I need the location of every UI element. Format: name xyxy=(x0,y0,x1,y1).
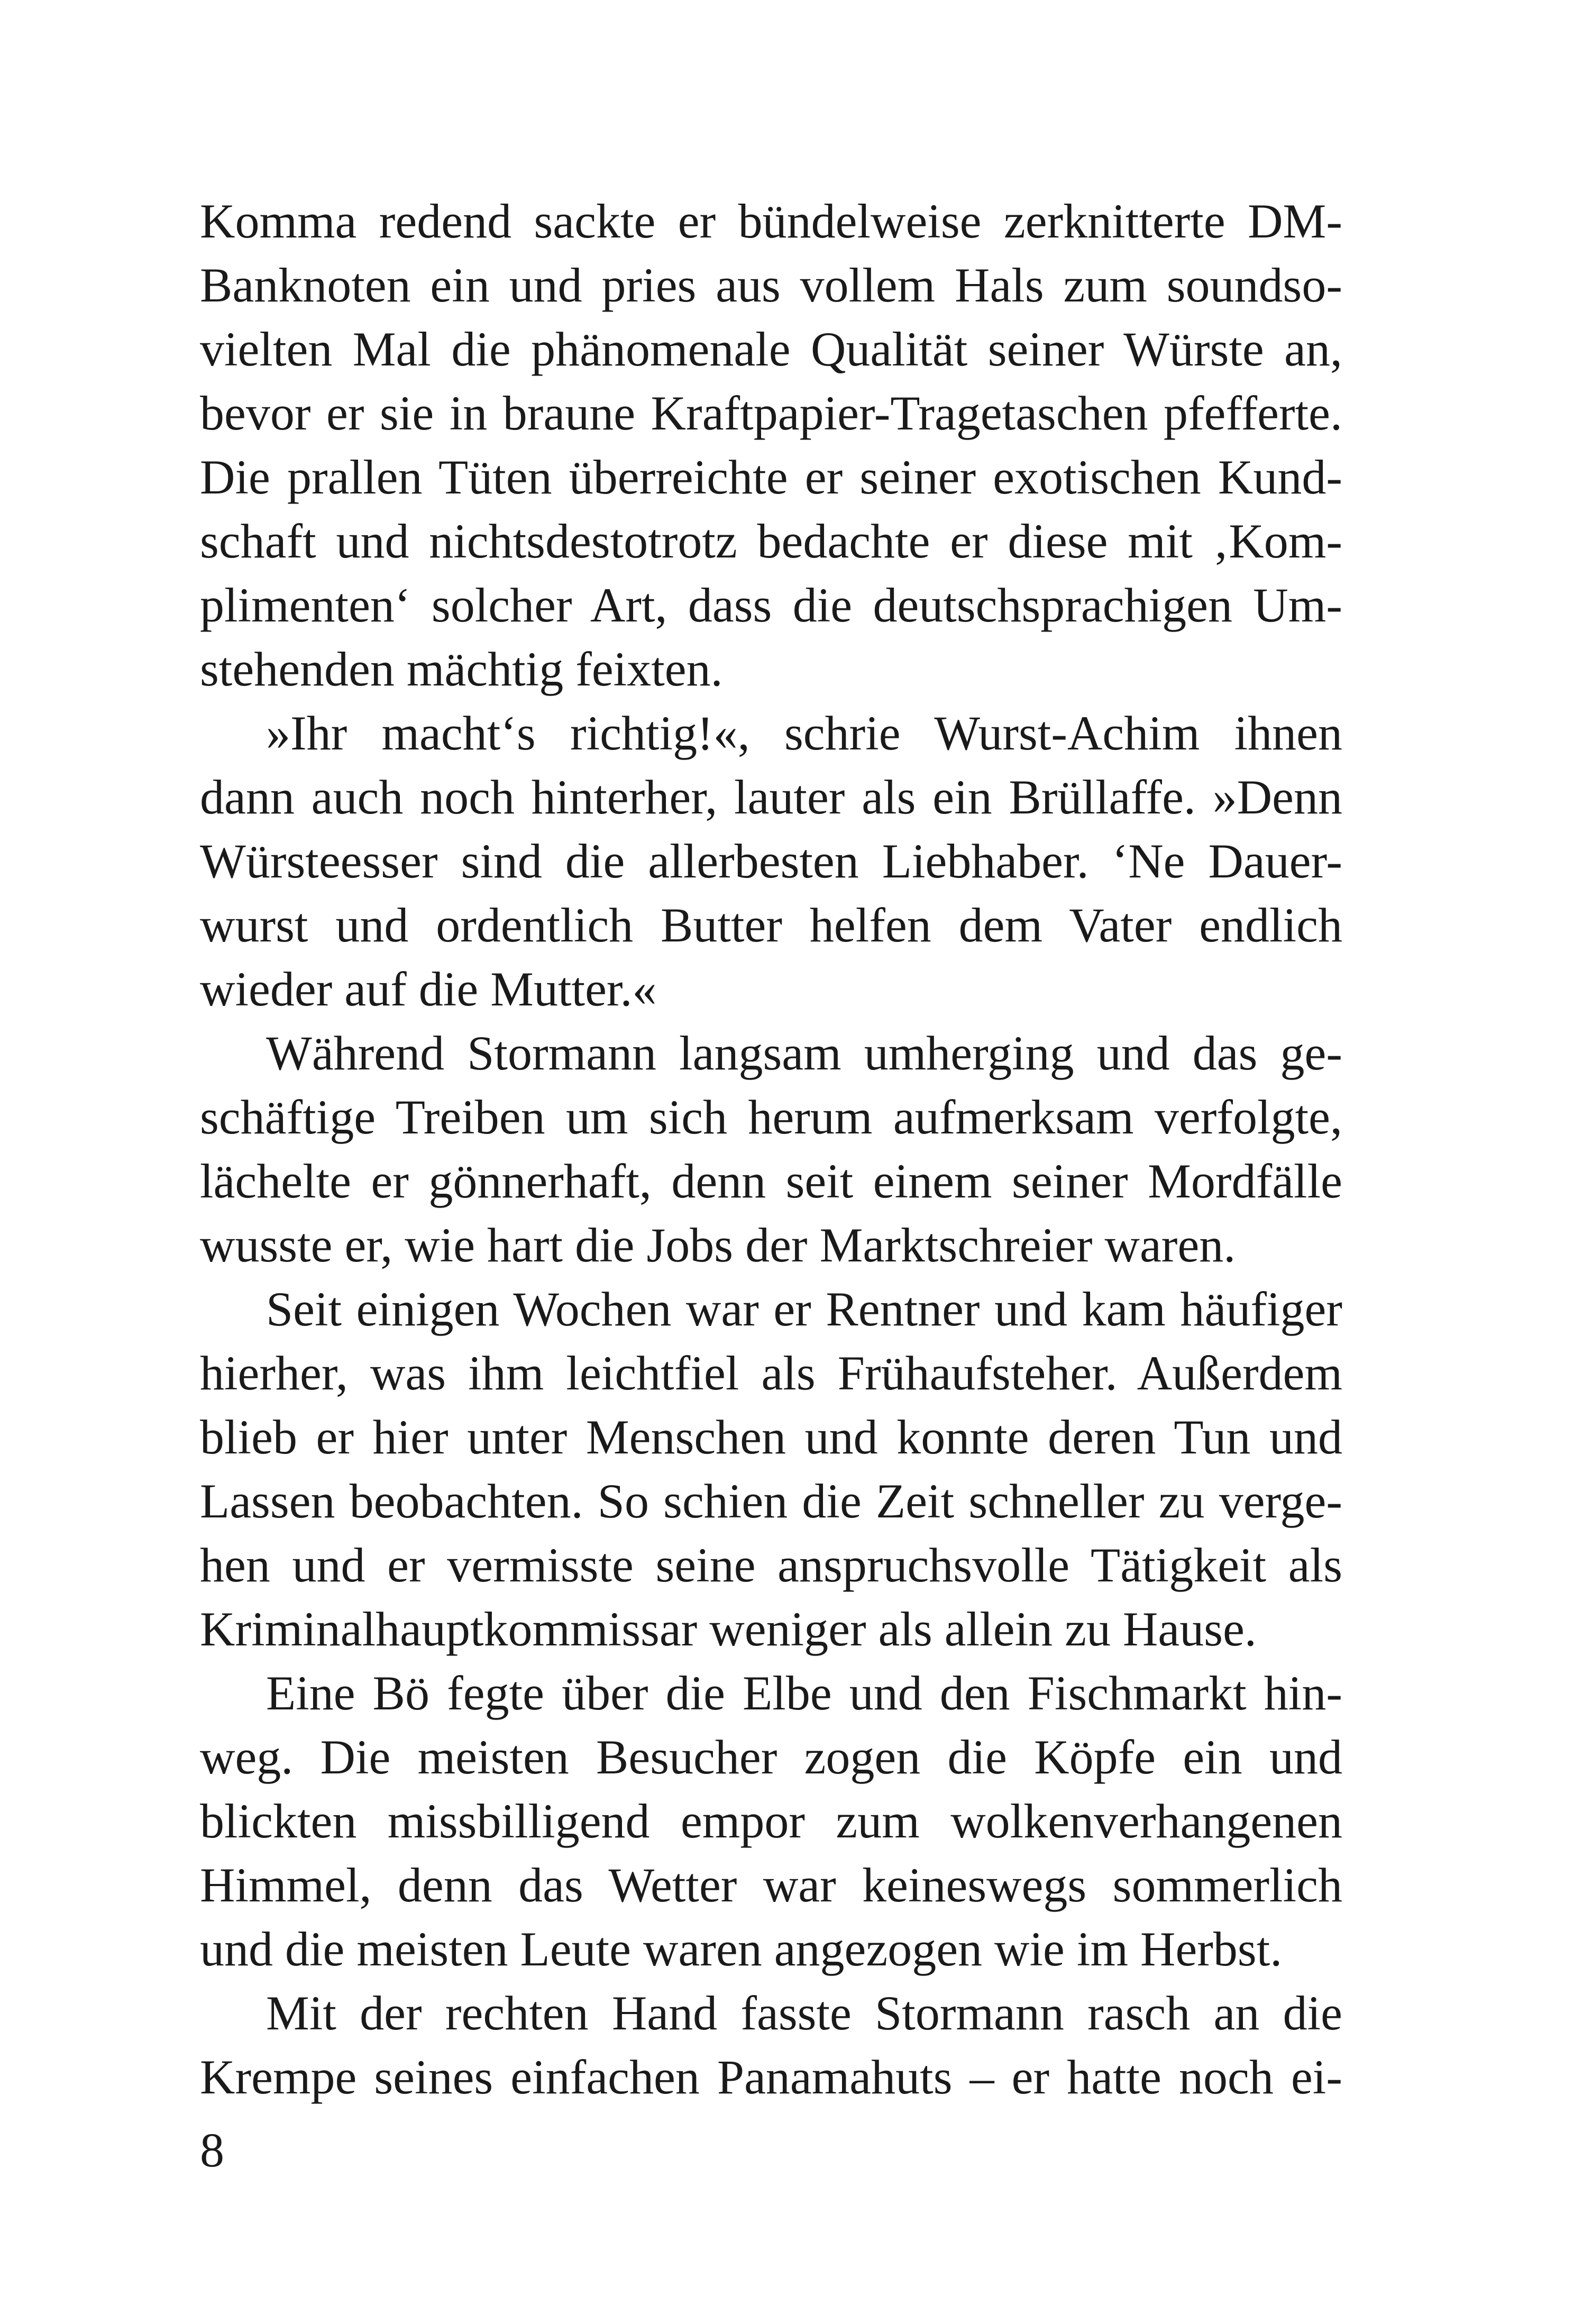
page-number: 8 xyxy=(200,2123,224,2177)
text-line: Mit der rechten Hand fasste Stormann rasch an die xyxy=(266,1986,1342,2040)
text-line: blieb er hier unter Menschen und konnte deren Tun und xyxy=(200,1410,1342,1464)
text-line: Kriminalhauptkommissar weniger als allein zu Hause. xyxy=(200,1602,1257,1656)
text-line: Lassen beobachten. So schien die Zeit schneller zu verge- xyxy=(200,1474,1342,1528)
text-line: wurst und ordentlich Butter helfen dem Vater endlich xyxy=(200,898,1342,952)
body-text xyxy=(200,189,1342,2109)
text-line: blickten missbilligend empor zum wolkenverhangenen xyxy=(200,1794,1342,1848)
text-line: Würsteesser sind die allerbesten Liebhaber. ‘Ne Dauer- xyxy=(200,834,1342,888)
text-line: Krempe seines einfachen Panamahuts – er hatte noch ei- xyxy=(200,2050,1342,2104)
text-line: wieder auf die Mutter.« xyxy=(200,962,657,1016)
text-line: und die meisten Leute waren angezogen wie im Herbst. xyxy=(200,1922,1283,1976)
text-line: plimenten‘ solcher Art, dass die deutschsprachigen Um- xyxy=(200,578,1342,632)
text-line: schäftige Treiben um sich herum aufmerksam verfolgte, xyxy=(200,1090,1342,1144)
text-line: Während Stormann langsam umherging und das ge- xyxy=(266,1026,1342,1080)
text-line: Banknoten ein und pries aus vollem Hals zum soundso- xyxy=(200,258,1342,312)
text-line: bevor er sie in braune Kraftpapier-Tragetaschen pfefferte. xyxy=(200,386,1342,440)
text-line: hierher, was ihm leichtfiel als Frühaufsteher. Außerdem xyxy=(200,1346,1342,1400)
text-line: weg. Die meisten Besucher zogen die Köpfe ein und xyxy=(200,1730,1342,1784)
text-line: Eine Bö fegte über die Elbe und den Fischmarkt hin- xyxy=(266,1666,1342,1720)
text-line: Himmel, denn das Wetter war keineswegs sommerlich xyxy=(200,1858,1342,1912)
text-line: vielten Mal die phänomenale Qualität seiner Würste an, xyxy=(200,322,1342,376)
text-line: »Ihr macht‘s richtig!«, schrie Wurst-Achim ihnen xyxy=(266,706,1342,760)
text-line: dann auch noch hinterher, lauter als ein Brüllaffe. »Denn xyxy=(200,770,1342,824)
text-line: lächelte er gönnerhaft, denn seit einem seiner Mordfälle xyxy=(200,1154,1342,1208)
text-line: wusste er, wie hart die Jobs der Marktschreier waren. xyxy=(200,1218,1236,1272)
text-line: schaft und nichtsdestotrotz bedachte er diese mit ‚Kom- xyxy=(200,514,1342,568)
text-line: Die prallen Tüten überreichte er seiner exotischen Kund- xyxy=(200,450,1342,504)
text-line: hen und er vermisste seine anspruchsvolle Tätigkeit als xyxy=(200,1538,1342,1592)
text-line: stehenden mächtig feixten. xyxy=(200,642,723,696)
text-line: Seit einigen Wochen war er Rentner und kam häufiger xyxy=(266,1282,1342,1336)
text-line: Komma redend sackte er bündelweise zerknitterte DM- xyxy=(200,194,1342,248)
